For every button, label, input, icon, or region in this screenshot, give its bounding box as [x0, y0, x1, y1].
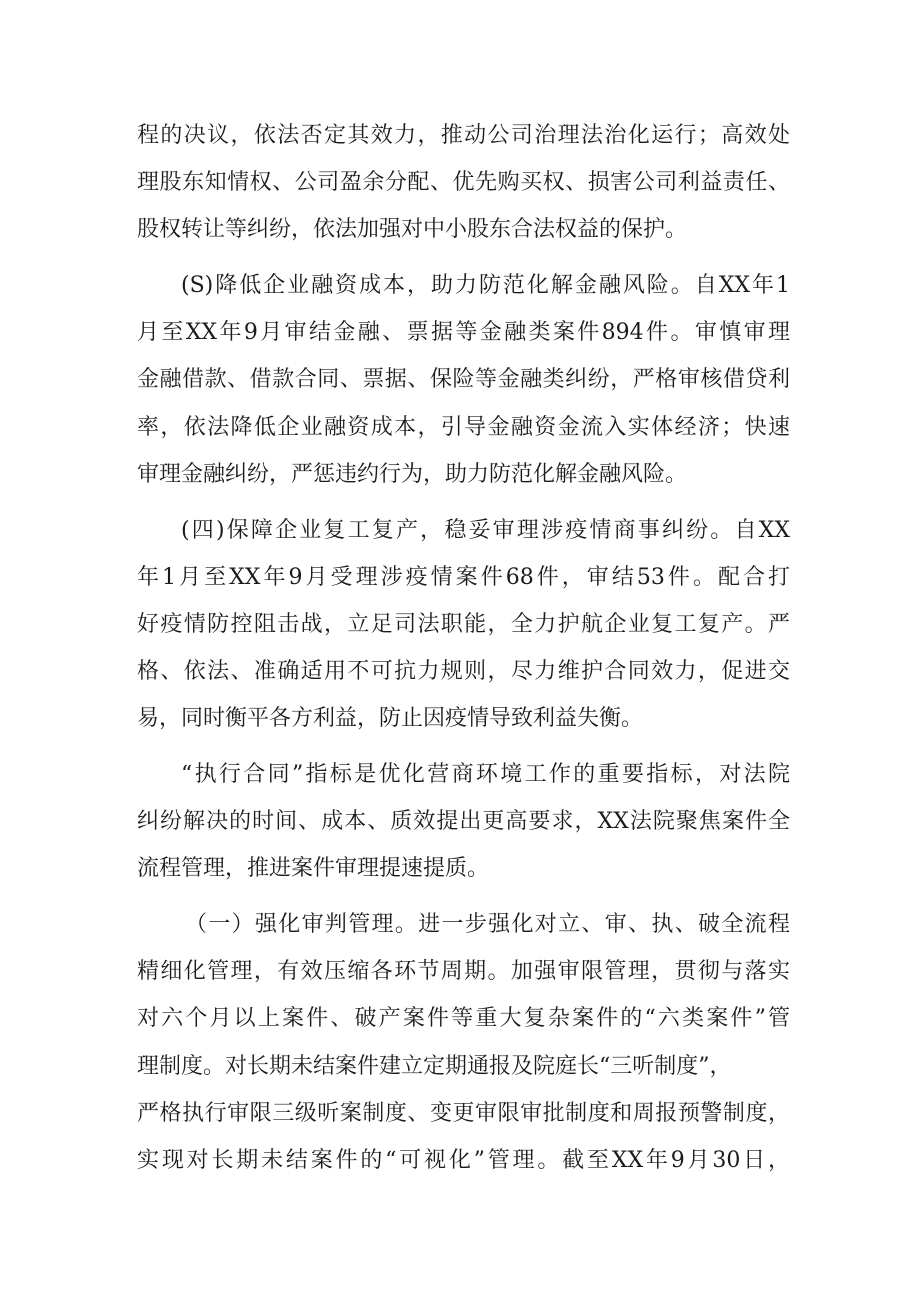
- document-body: [137, 112, 790, 1184]
- text-line: 股权转让等纠纷，依法加强对中小股东合法权益的保护。: [137, 217, 688, 243]
- paragraph-corporate-governance: [137, 112, 790, 254]
- text-line: (S)降低企业融资成本，助力防范化解金融风险。自XX年1: [181, 273, 790, 299]
- paragraph-trial-management: [137, 901, 790, 1184]
- text-line: 金融借款、借款合同、票据、保险等金融类纠纷，严格审核借贷利: [137, 367, 790, 393]
- text-line: 程的决议，依法否定其效力，推动公司治理法治化运行；高效处: [137, 123, 790, 148]
- text-line: 实现对长期未结案件的“可视化”管理。截至XX年9月30日，: [137, 1147, 790, 1173]
- text-line: 月至XX年9月审结金融、票据等金融类案件894件。审慎审理: [137, 320, 790, 346]
- text-line: 流程管理，推进案件审理提速提质。: [137, 856, 490, 882]
- text-line: 理股东知情权、公司盈余分配、优先购买权、损害公司利益责任、: [137, 170, 790, 196]
- text-line: (四)保障企业复工复产，稳妥审理涉疫情商事纠纷。自XX: [181, 517, 790, 543]
- text-line: 易，同时衡平各方利益，防止因疫情导致利益失衡。: [137, 706, 644, 732]
- paragraph-contract-enforcement: [137, 751, 790, 893]
- text-line: 好疫情防控阻击战，立足司法职能，全力护航企业复工复产。严: [137, 611, 790, 637]
- text-line: 精细化管理，有效压缩各环节周期。加强审限管理，贯彻与落实: [137, 959, 790, 985]
- text-line: 对六个月以上案件、破产案件等重大复杂案件的“六类案件”管: [137, 1006, 790, 1032]
- paragraph-resumption: [137, 507, 790, 743]
- text-line: 严格执行审限三级听案制度、变更审限审批制度和周报预警制度，: [137, 1100, 790, 1126]
- text-line: 理制度。对长期未结案件建立定期通报及院庭长“三听制度”，: [137, 1053, 732, 1079]
- text-line: 审理金融纠纷，严惩违约行为，助力防范化解金融风险。: [137, 461, 688, 487]
- text-line: （一）强化审判管理。进一步强化对立、审、执、破全流程: [185, 912, 790, 937]
- paragraph-financing-cost: [137, 262, 790, 498]
- text-line: 率，依法降低企业融资成本，引导金融资金流入实体经济；快速: [137, 414, 790, 440]
- text-line: 年1月至XX年9月受理涉疫情案件68件，审结53件。配合打: [137, 564, 790, 590]
- text-line: 纠纷解决的时间、成本、质效提出更高要求，XX法院聚焦案件全: [137, 809, 790, 835]
- text-line: 格、依法、准确适用不可抗力规则，尽力维护合同效力，促进交: [137, 659, 790, 685]
- text-line: “执行合同”指标是优化营商环境工作的重要指标，对法院: [181, 761, 790, 787]
